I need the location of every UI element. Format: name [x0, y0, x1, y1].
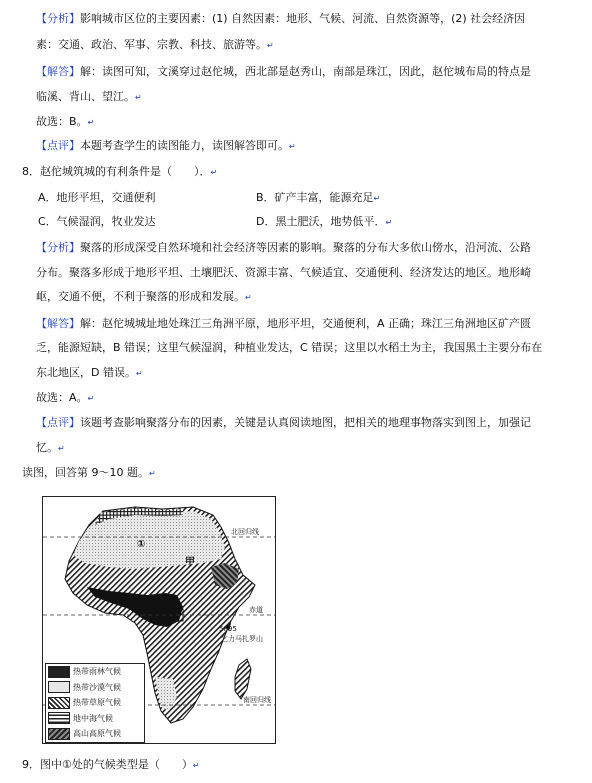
- map-legend: [45, 663, 145, 743]
- legend-item-rainforest: 热带雨林气候: [46, 664, 144, 680]
- analysis-tag: 【分析】: [36, 12, 80, 25]
- paragraph-mark: ↵: [245, 293, 252, 302]
- analysis2-line-3: [36, 290, 252, 305]
- paragraph-mark: ↵: [149, 469, 156, 478]
- option-c: C．气候湿润，牧业发达: [38, 215, 156, 228]
- answer-text: 解：读图可知，文溪穿过赵佗城，西北部是赵秀山，南部是珠江，因此，赵佗城布局的特点是: [80, 65, 531, 78]
- comment-text: 该题考查影响聚落分布的因素，关键是认真阅读地图，把相关的地理事物落实到图上，加强记: [80, 416, 531, 429]
- answer2-line-3: [36, 366, 143, 381]
- paragraph-mark: ↵: [289, 142, 296, 151]
- comment-line: [36, 139, 296, 154]
- comment-tag: 【点评】: [36, 139, 80, 152]
- paragraph-mark: ↵: [267, 41, 274, 50]
- legend-swatch: [48, 681, 70, 693]
- answer-text: 解：赵佗城城址地处珠江三角洲平原，地形平坦，交通便利，A 正确；珠江三角洲地区矿产匮: [80, 317, 532, 330]
- comment-text: 忆。: [36, 441, 58, 454]
- paragraph-mark: ↵: [385, 218, 393, 227]
- paragraph-mark: ↵: [135, 93, 142, 102]
- equator-label: 赤道: [249, 606, 263, 614]
- paragraph-mark: ↵: [135, 369, 143, 378]
- paragraph-mark: ↵: [58, 444, 65, 453]
- comment2-line-2: [36, 441, 65, 456]
- comment-text: 本题考查学生的读图能力，读图解答即可。: [80, 139, 289, 152]
- analysis-text: 岖，交通不便，不利于聚落的形成和发展。: [36, 290, 245, 303]
- question-8-stem: 8．赵佗城筑城的有利条件是（ ）．↵: [22, 165, 218, 178]
- analysis-text: 聚落的形成深受自然环境和社会经济等因素的影响。聚落的分布大多依山傍水，沿河流、公路: [80, 241, 531, 254]
- peak-height-label: 5895: [219, 625, 237, 633]
- answer-tag: 【解答】: [36, 65, 80, 78]
- choice-text: 故选：B。: [36, 115, 88, 128]
- analysis-text: 分布。聚落多形成于地形平坦、土壤肥沃、资源丰富、气候适宜、交通便利、经济发达的地区。地形崎: [36, 266, 531, 279]
- question-9-stem: 9．图中①处的气候类型是（ ）↵: [22, 758, 200, 771]
- answer-tag: 【解答】: [36, 317, 80, 330]
- paragraph-mark: ↵: [373, 194, 381, 203]
- legend-swatch: [48, 697, 70, 709]
- choice-line: [36, 115, 94, 130]
- analysis-line-2: [36, 38, 274, 53]
- peak-name-label: 乞力马扎罗山: [221, 635, 263, 643]
- paragraph-mark: ↵: [210, 168, 218, 177]
- answer2-line-1: [36, 317, 531, 331]
- option-d: D．黑土肥沃，地势低平．↵: [256, 215, 393, 228]
- legend-item-savanna: 热带草原气候: [46, 695, 144, 711]
- paragraph-mark: ↵: [192, 761, 200, 770]
- option-a: A．地形平坦，交通便利: [38, 191, 156, 204]
- analysis2-line-2: [36, 266, 531, 280]
- answer-line-1: [36, 65, 531, 79]
- africa-climate-map: [42, 496, 276, 744]
- answer2-line-2: [36, 341, 542, 355]
- paragraph-mark: ↵: [87, 394, 95, 403]
- circle-1-label: ①: [137, 539, 146, 550]
- answer-text: 临溪、背山、望江。: [36, 90, 135, 103]
- answer-text: 乏，能源短缺，B 错误；这里气候湿润，种植业发达，C 错误；这里以水稻土为主，我国黑土主要分布在: [36, 341, 543, 354]
- analysis-tag: 【分析】: [36, 241, 80, 254]
- jia-label: 甲: [185, 557, 195, 568]
- legend-item-desert: 热带沙漠气候: [46, 680, 144, 696]
- choice2-line: [36, 391, 94, 406]
- option-b: B．矿产丰富，能源充足↵: [256, 191, 381, 204]
- north-tropic-label: 北回归线: [231, 528, 259, 536]
- legend-swatch: [48, 712, 70, 724]
- south-tropic-label: 南回归线: [243, 696, 271, 704]
- comment-tag: 【点评】: [36, 416, 80, 429]
- choice-text: 故选：A。: [36, 391, 88, 404]
- paragraph-mark: ↵: [87, 118, 95, 127]
- analysis-text: 素：交通、政治、军事、宗教、科技、旅游等。: [36, 38, 267, 51]
- analysis-text: 影响城市区位的主要因素：(1) 自然因素：地形、气候、河流、自然资源等，(2) 社会经济因: [80, 12, 526, 25]
- analysis-line-1: [36, 12, 525, 26]
- legend-swatch: [48, 728, 70, 740]
- legend-item-highland: 高山高原气候: [46, 726, 144, 742]
- reading-prompt: 读图，回答第 9～10 题。↵: [22, 466, 156, 479]
- answer-text: 东北地区，D 错误。: [36, 366, 136, 379]
- legend-item-mediterranean: 地中海气候: [46, 711, 144, 727]
- answer-line-2: [36, 90, 142, 105]
- legend-swatch: [48, 666, 70, 678]
- comment2-line-1: [36, 416, 531, 430]
- analysis2-line-1: [36, 241, 531, 255]
